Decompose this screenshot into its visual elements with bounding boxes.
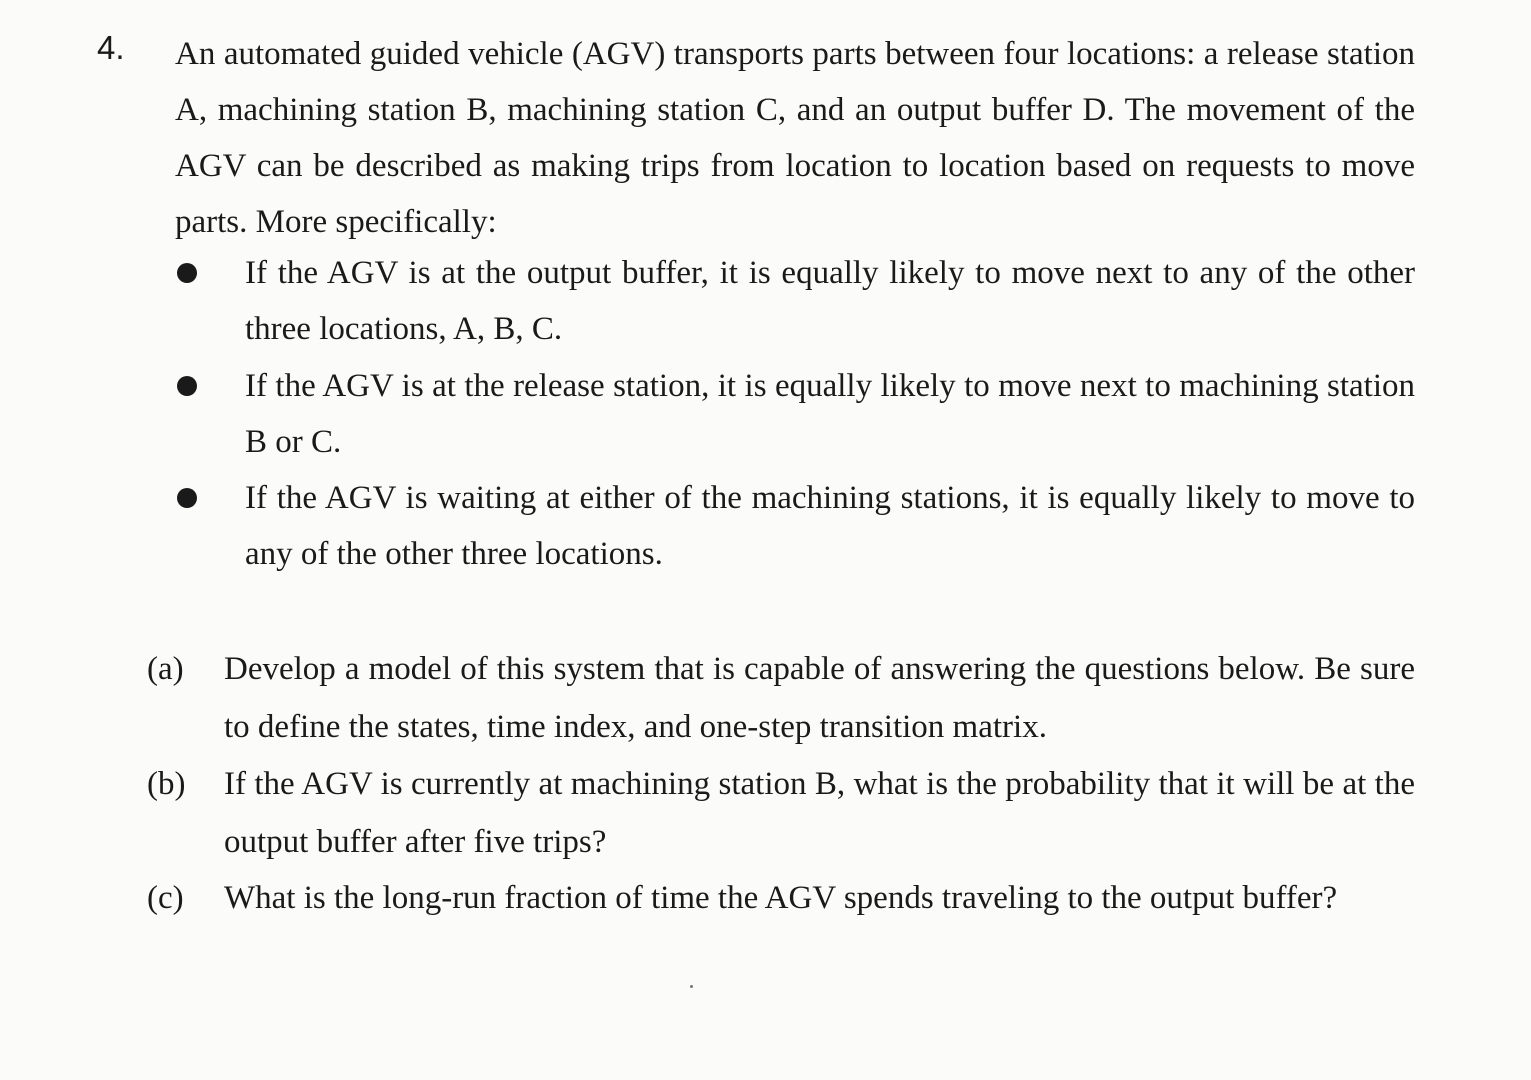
part-text: What is the long-run fraction of time the AGV spends traveling to the output buffer?: [224, 880, 1338, 916]
part-text: Develop a model of this system that is capable of answering the questions below. Be sure to define the states, time index, and one-step transition matrix.: [224, 651, 1415, 745]
question-number: 4.: [97, 29, 125, 66]
bullet-text: If the AGV is waiting at either of the machining stations, it is equally likely to move to any of the other three locations.: [245, 480, 1415, 572]
bullet-dot-icon: [177, 488, 197, 508]
part-label: (a): [147, 651, 184, 687]
bullet-item: [175, 470, 1415, 582]
bullet-item: [175, 245, 1415, 357]
bullet-text: If the AGV is at the release station, it is equally likely to move next to machining station B or C.: [245, 368, 1415, 460]
scan-speck: [690, 985, 693, 988]
bullet-dot-icon: [177, 376, 197, 396]
bullet-text: If the AGV is at the output buffer, it is equally likely to move next to any of the other three locations, A, B, C.: [245, 255, 1415, 347]
bullet-dot-icon: [177, 263, 197, 283]
bullet-item: [175, 358, 1415, 470]
part-label: (b): [147, 766, 186, 802]
part-label: (c): [147, 880, 184, 916]
part-text: If the AGV is currently at machining station B, what is the probability that it will be at the output buffer after five trips?: [224, 766, 1415, 860]
question-intro: An automated guided vehicle (AGV) transports parts between four locations: a release station A, machining station B, machining station C, and an output buffer D. The movement of the AGV can be described as making trips from location to location based on requests to move parts. More specifically:: [175, 36, 1415, 240]
